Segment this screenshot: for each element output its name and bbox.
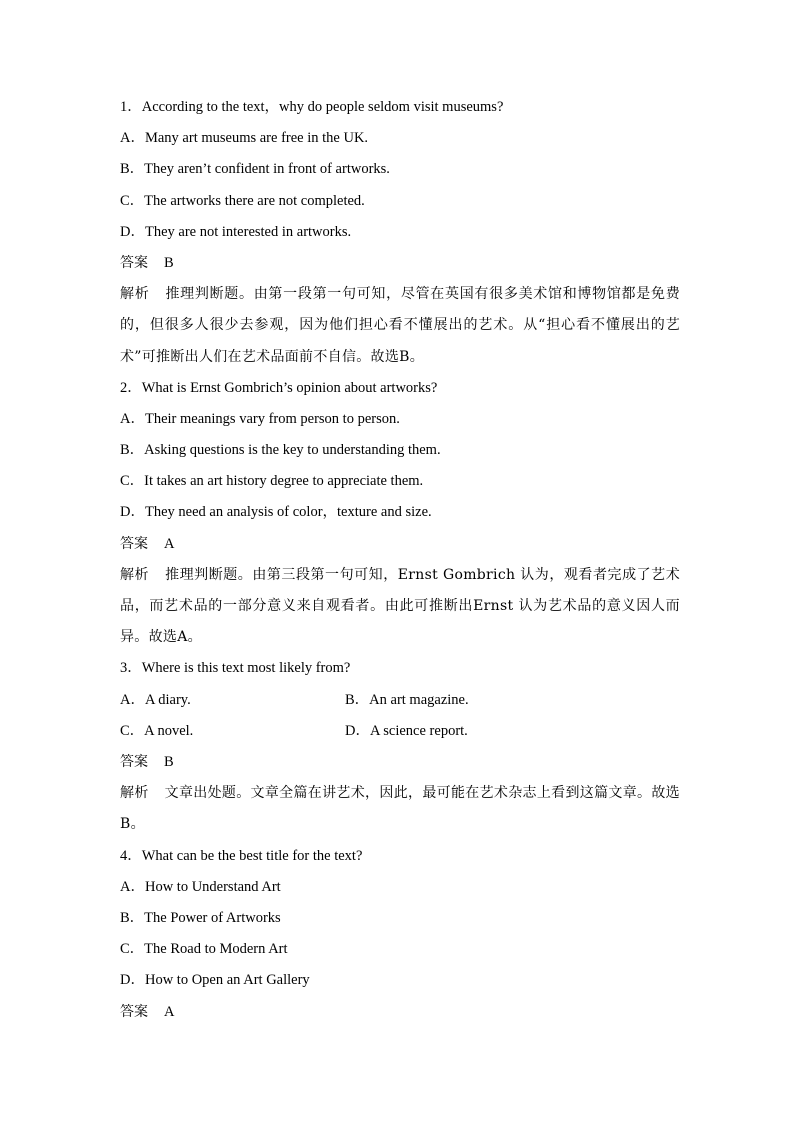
question-4-option-d: D．How to Open an Art Gallery	[120, 972, 310, 989]
question-3-analysis	[120, 778, 680, 840]
question-3-answer	[120, 747, 680, 778]
question-1-option-b: B．They aren’t confident in front of artworks.	[120, 161, 390, 178]
analysis-text: 推理判断题。由第三段第一句可知，Ernst Gombrich 认为，观看者完成了艺术品，而艺术品的一部分意义来自观看者。由此可推断出Ernst 认为艺术品的意义因人而异。故选A。	[120, 566, 680, 646]
answer-value: B	[164, 754, 174, 771]
question-1-option-a: A．Many art museums are free in the UK.	[120, 130, 369, 147]
question-3-options-row-2	[120, 716, 680, 747]
question-2-analysis	[120, 560, 680, 654]
question-4-option-c: C．The Road to Modern Art	[120, 941, 288, 958]
answer-label: 答案	[120, 535, 148, 552]
analysis-text: 文章出处题。文章全篇在讲艺术，因此，最可能在艺术杂志上看到这篇文章。故选B。	[120, 785, 680, 833]
question-1-option-d: D．They are not interested in artworks.	[120, 223, 352, 240]
question-3-stem: 3．Where is this text most likely from?	[120, 660, 351, 677]
question-2-option-a: A．Their meanings vary from person to person.	[120, 410, 400, 427]
analysis-label: 解析	[120, 566, 150, 583]
answer-label: 答案	[120, 754, 148, 771]
question-3-options-row-1	[120, 685, 680, 716]
analysis-label: 解析	[120, 785, 149, 802]
question-4-option-a: A．How to Understand Art	[120, 878, 281, 895]
question-2-stem: 2．What is Ernst Gombrich’s opinion about artworks?	[120, 379, 438, 396]
analysis-text: 推理判断题。由第一段第一句可知，尽管在英国有很多美术馆和博物馆都是免费的，但很多人很少去参观，因为他们担心看不懂展出的艺术。从“担心看不懂展出的艺术”可推断出人们在艺术品面前不自信。故选B。	[120, 286, 680, 365]
question-4-option-b: B．The Power of Artworks	[120, 910, 281, 926]
question-4-stem: 4．What can be the best title for the text?	[120, 847, 363, 864]
question-1-answer	[120, 248, 680, 279]
question-3-option-d: D．A science report.	[345, 722, 468, 739]
question-1-option-c: C．The artworks there are not completed.	[120, 192, 365, 209]
answer-value: A	[164, 1003, 175, 1020]
question-2-option-d: D．They need an analysis of color，texture and size.	[120, 504, 432, 521]
worksheet	[120, 92, 680, 1028]
question-3-option-a: A．A diary.	[120, 691, 191, 708]
answer-label: 答案	[120, 254, 148, 271]
question-2-option-c: C．It takes an art history degree to appreciate them.	[120, 473, 424, 490]
question-4-answer	[120, 997, 680, 1028]
analysis-label: 解析	[120, 286, 150, 303]
question-1-stem: 1．According to the text，why do people seldom visit museums?	[120, 99, 504, 115]
answer-label: 答案	[120, 1003, 148, 1020]
question-2-option-b: B．Asking questions is the key to understanding them.	[120, 442, 441, 459]
question-1-analysis	[120, 279, 680, 373]
question-3-option-c: C．A novel.	[120, 722, 194, 739]
answer-value: A	[164, 535, 175, 552]
question-3-option-b: B．An art magazine.	[345, 691, 469, 708]
answer-value: B	[164, 254, 174, 271]
question-2-answer	[120, 529, 680, 560]
